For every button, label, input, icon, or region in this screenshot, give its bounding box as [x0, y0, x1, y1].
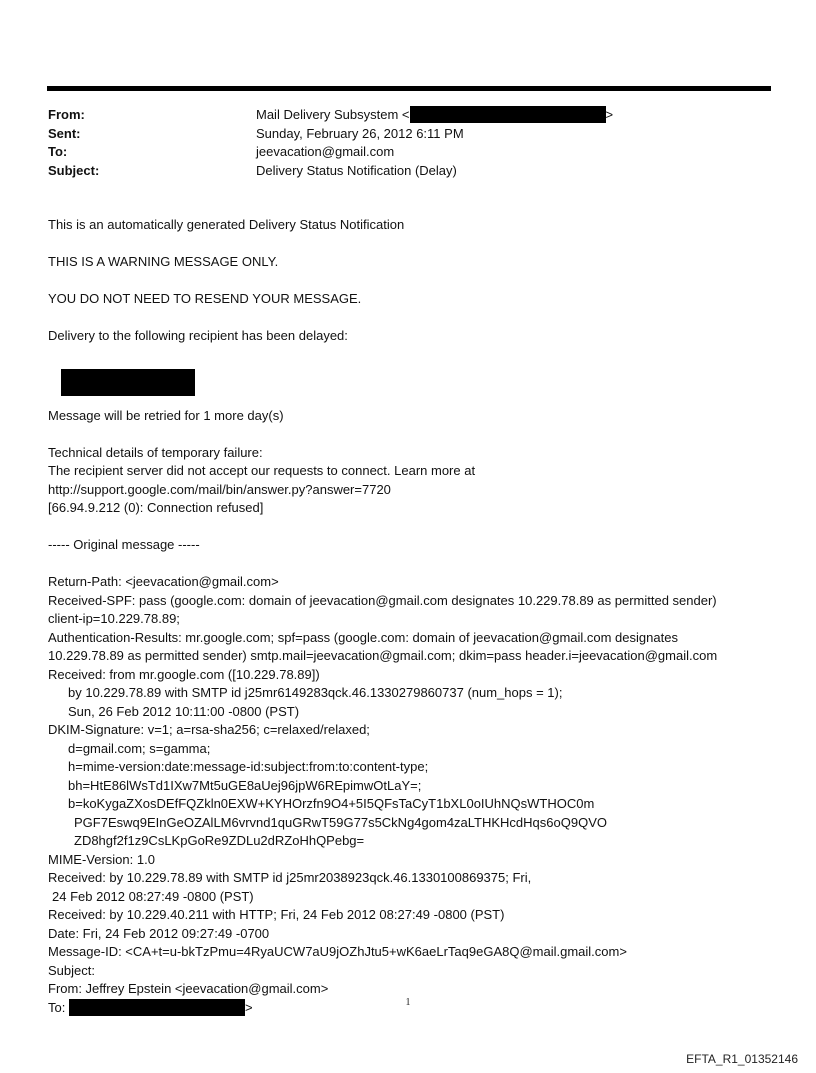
sent-label: Sent:: [48, 125, 81, 141]
intro-text: This is an automatically generated Delivery Status Notification: [48, 217, 405, 232]
spacer: [48, 235, 788, 254]
sent-row: [48, 125, 768, 144]
header-line: d=gmail.com; s=gamma;: [68, 740, 211, 756]
email-header: [48, 106, 768, 180]
spacer: [48, 425, 788, 444]
header-line: MIME-Version: 1.0: [48, 851, 155, 867]
warning-text: THIS IS A WARNING MESSAGE ONLY.: [48, 254, 279, 269]
header-line: Message-ID: <CA+t=u-bkTzPmu=4RyaUCW7aU9jOZhJtu5+wK6aeLrTaq9eGA8Q@mail.gmail.com>: [48, 944, 627, 959]
from-tail: >: [605, 107, 614, 122]
header-rule: [47, 86, 771, 91]
header-line: 10.229.78.89 as permitted sender) smtp.mail=jeevacation@gmail.com; dkim=pass header.i=jeevacation@gmail.com: [48, 648, 718, 663]
spacer: [48, 309, 788, 328]
header-line: ZD8hgf2f1z9CsLKpGoRe9ZDLu2dRZoHhQPebg=: [74, 833, 365, 848]
spacer: [48, 346, 788, 365]
to-prefix: To:: [48, 999, 69, 1015]
header-line: Received: by 10.229.40.211 with HTTP; Fri, 24 Feb 2012 08:27:49 -0800 (PST): [48, 907, 505, 922]
header-line: client-ip=10.229.78.89;: [48, 611, 180, 626]
header-line: Received: by 10.229.78.89 with SMTP id j25mr2038923qck.46.1330100869375; Fri,: [48, 870, 532, 885]
retry-text: Message will be retried for 1 more day(s): [48, 407, 284, 423]
header-line: Received: from mr.google.com ([10.229.78.89]): [48, 666, 320, 682]
header-line: Sun, 26 Feb 2012 10:11:00 -0800 (PST): [68, 703, 300, 719]
header-line: Authentication-Results: mr.google.com; spf=pass (google.com: domain of jeevacation@gmail.com designates: [48, 629, 678, 645]
tech-link: http://support.google.com/mail/bin/answer.py?answer=7720: [48, 481, 391, 497]
subject-row: [48, 162, 768, 181]
no-resend-text: YOU DO NOT NEED TO RESEND YOUR MESSAGE.: [48, 291, 362, 306]
header-line: by 10.229.78.89 with SMTP id j25mr6149283qck.46.1330279860737 (num_hops = 1);: [68, 685, 563, 700]
message-body: [48, 216, 788, 1017]
spacer: [48, 555, 788, 574]
original-separator: ----- Original message -----: [48, 537, 200, 552]
tech-line: [66.94.9.212 (0): Connection refused]: [48, 500, 264, 515]
tech-title: Technical details of temporary failure:: [48, 444, 263, 460]
original-headers: [48, 573, 788, 1017]
from-sender: Mail Delivery Subsystem <: [256, 107, 410, 122]
page-number: 1: [405, 997, 411, 1008]
header-line: Date: Fri, 24 Feb 2012 09:27:49 -0700: [48, 925, 270, 941]
from-redaction: [410, 106, 606, 123]
header-line: 24 Feb 2012 08:27:49 -0800 (PST): [52, 888, 254, 904]
header-line: bh=HtE86lWsTd1IXw7Mt5uGE8aUej96jpW6REpimwOtLaY=;: [68, 777, 422, 793]
sent-value: Sunday, February 26, 2012 6:11 PM: [256, 125, 464, 141]
spacer: [48, 272, 788, 291]
subject-value: Delivery Status Notification (Delay): [256, 162, 457, 178]
header-line: DKIM-Signature: v=1; a=rsa-sha256; c=relaxed/relaxed;: [48, 722, 370, 737]
subject-label: Subject:: [48, 162, 100, 178]
from-value: [256, 106, 768, 125]
bates-number: EFTA_R1_01352146: [686, 1052, 798, 1066]
header-line: Return-Path: <jeevacation@gmail.com>: [48, 574, 279, 589]
from-row: [48, 106, 768, 125]
header-line: Subject:: [48, 962, 95, 978]
to-tail: >: [244, 999, 253, 1015]
header-line: PGF7Eswq9EInGeOZAlLM6vrvnd1quGRwT59G77s5CkNg4gom4zaLTHKHcdHqs6oQ9QVO: [74, 814, 607, 830]
delay-text: Delivery to the following recipient has been delayed:: [48, 328, 348, 343]
recipient-redaction: [61, 369, 195, 396]
header-line: From: Jeffrey Epstein <jeevacation@gmail.com>: [48, 981, 329, 996]
from-label: From:: [48, 107, 85, 122]
header-line: Received-SPF: pass (google.com: domain of jeevacation@gmail.com designates 10.229.78.89 as permitted sender): [48, 592, 717, 608]
to-row: [48, 143, 768, 162]
spacer: [48, 518, 788, 537]
to-value: jeevacation@gmail.com: [256, 144, 395, 159]
header-line: b=koKygaZXosDEfFQZkln0EXW+KYHOrzfn9O4+5I5QFsTaCyT1bXL0oIUhNQsWTHOC0m: [68, 796, 595, 811]
to-label: To:: [48, 144, 68, 159]
tech-line: The recipient server did not accept our requests to connect. Learn more at: [48, 463, 476, 478]
header-line: h=mime-version:date:message-id:subject:from:to:content-type;: [68, 759, 429, 774]
